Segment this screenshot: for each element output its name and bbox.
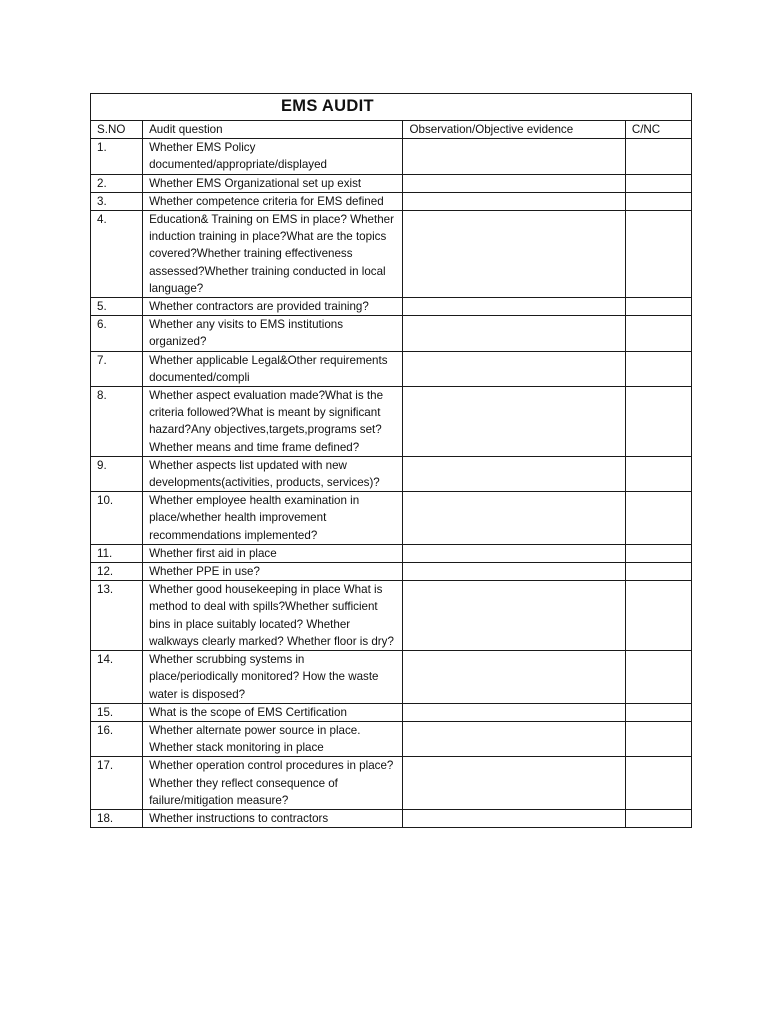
table-row [91, 703, 692, 721]
row-audit-question: Whether contractors are provided training? [143, 298, 403, 316]
row-sno: 2. [91, 174, 143, 192]
table-row [91, 192, 692, 210]
row-observation-cell[interactable] [403, 174, 625, 192]
row-audit-question: Whether good housekeeping in place What is method to deal with spills?Whether sufficient bins in place suitably located? Whether walkways clearly marked? Whether floor is dry? [143, 581, 403, 651]
header-cnc: C/NC [625, 121, 691, 139]
row-audit-question: Whether applicable Legal&Other requirements documented/compli [143, 351, 403, 386]
row-observation-cell[interactable] [403, 581, 625, 651]
row-observation-cell[interactable] [403, 492, 625, 545]
row-sno: 15. [91, 703, 143, 721]
row-observation-cell[interactable] [403, 809, 625, 827]
table-row [91, 211, 692, 298]
row-cnc-cell[interactable] [625, 581, 691, 651]
row-cnc-cell[interactable] [625, 563, 691, 581]
row-observation-cell[interactable] [403, 721, 625, 756]
row-observation-cell[interactable] [403, 544, 625, 562]
row-observation-cell[interactable] [403, 563, 625, 581]
row-observation-cell[interactable] [403, 316, 625, 351]
header-audit-question: Audit question [143, 121, 403, 139]
row-cnc-cell[interactable] [625, 492, 691, 545]
row-sno: 9. [91, 456, 143, 491]
table-row [91, 492, 692, 545]
row-audit-question: Whether aspects list updated with new developments(activities, products, services)? [143, 456, 403, 491]
row-observation-cell[interactable] [403, 703, 625, 721]
row-observation-cell[interactable] [403, 456, 625, 491]
row-audit-question: Whether EMS Organizational set up exist [143, 174, 403, 192]
row-sno: 17. [91, 757, 143, 810]
table-row [91, 809, 692, 827]
row-sno: 5. [91, 298, 143, 316]
title-row [91, 94, 692, 121]
row-cnc-cell[interactable] [625, 316, 691, 351]
row-audit-question: Whether competence criteria for EMS defined [143, 192, 403, 210]
row-cnc-cell[interactable] [625, 544, 691, 562]
row-sno: 4. [91, 211, 143, 298]
row-observation-cell[interactable] [403, 211, 625, 298]
row-audit-question: Whether EMS Policy documented/appropriate/displayed [143, 139, 403, 174]
table-row [91, 387, 692, 457]
row-cnc-cell[interactable] [625, 456, 691, 491]
table-row [91, 351, 692, 386]
row-sno: 3. [91, 192, 143, 210]
row-cnc-cell[interactable] [625, 703, 691, 721]
table-row [91, 563, 692, 581]
row-cnc-cell[interactable] [625, 809, 691, 827]
table-row [91, 757, 692, 810]
row-cnc-cell[interactable] [625, 651, 691, 704]
row-sno: 14. [91, 651, 143, 704]
row-audit-question: Whether aspect evaluation made?What is the criteria followed?What is meant by significant hazard?Any objectives,targets,programs set?Whether means and time frame defined? [143, 387, 403, 457]
row-cnc-cell[interactable] [625, 211, 691, 298]
table-row [91, 721, 692, 756]
row-cnc-cell[interactable] [625, 757, 691, 810]
row-audit-question: Education& Training on EMS in place? Whether induction training in place?What are the topics covered?Whether training effectiveness assessed?Whether training conducted in local language? [143, 211, 403, 298]
header-sno: S.NO [91, 121, 143, 139]
row-cnc-cell[interactable] [625, 721, 691, 756]
row-observation-cell[interactable] [403, 298, 625, 316]
row-sno: 8. [91, 387, 143, 457]
row-audit-question: Whether instructions to contractors [143, 809, 403, 827]
table-row [91, 174, 692, 192]
table-row [91, 544, 692, 562]
row-observation-cell[interactable] [403, 351, 625, 386]
table-row [91, 316, 692, 351]
row-cnc-cell[interactable] [625, 174, 691, 192]
row-observation-cell[interactable] [403, 757, 625, 810]
row-observation-cell[interactable] [403, 387, 625, 457]
table-row [91, 651, 692, 704]
row-audit-question: Whether scrubbing systems in place/periodically monitored? How the waste water is disposed? [143, 651, 403, 704]
row-sno: 13. [91, 581, 143, 651]
row-sno: 16. [91, 721, 143, 756]
audit-rows [91, 139, 692, 828]
row-cnc-cell[interactable] [625, 298, 691, 316]
row-sno: 10. [91, 492, 143, 545]
row-sno: 11. [91, 544, 143, 562]
row-sno: 6. [91, 316, 143, 351]
row-cnc-cell[interactable] [625, 192, 691, 210]
header-row [91, 121, 692, 139]
row-sno: 7. [91, 351, 143, 386]
row-cnc-cell[interactable] [625, 387, 691, 457]
audit-table [90, 93, 692, 828]
row-audit-question: Whether first aid in place [143, 544, 403, 562]
document-title: EMS AUDIT [91, 94, 692, 121]
row-sno: 1. [91, 139, 143, 174]
row-audit-question: Whether PPE in use? [143, 563, 403, 581]
row-sno: 18. [91, 809, 143, 827]
row-cnc-cell[interactable] [625, 351, 691, 386]
table-row [91, 298, 692, 316]
header-observation: Observation/Objective evidence [403, 121, 625, 139]
row-observation-cell[interactable] [403, 139, 625, 174]
row-sno: 12. [91, 563, 143, 581]
table-row [91, 456, 692, 491]
row-observation-cell[interactable] [403, 192, 625, 210]
row-audit-question: What is the scope of EMS Certification [143, 703, 403, 721]
row-audit-question: Whether operation control procedures in place? Whether they reflect consequence of failure/mitigation measure? [143, 757, 403, 810]
row-observation-cell[interactable] [403, 651, 625, 704]
table-row [91, 139, 692, 174]
row-audit-question: Whether employee health examination in place/whether health improvement recommendations implemented? [143, 492, 403, 545]
table-row [91, 581, 692, 651]
row-audit-question: Whether alternate power source in place. Whether stack monitoring in place [143, 721, 403, 756]
row-cnc-cell[interactable] [625, 139, 691, 174]
row-audit-question: Whether any visits to EMS institutions organized? [143, 316, 403, 351]
